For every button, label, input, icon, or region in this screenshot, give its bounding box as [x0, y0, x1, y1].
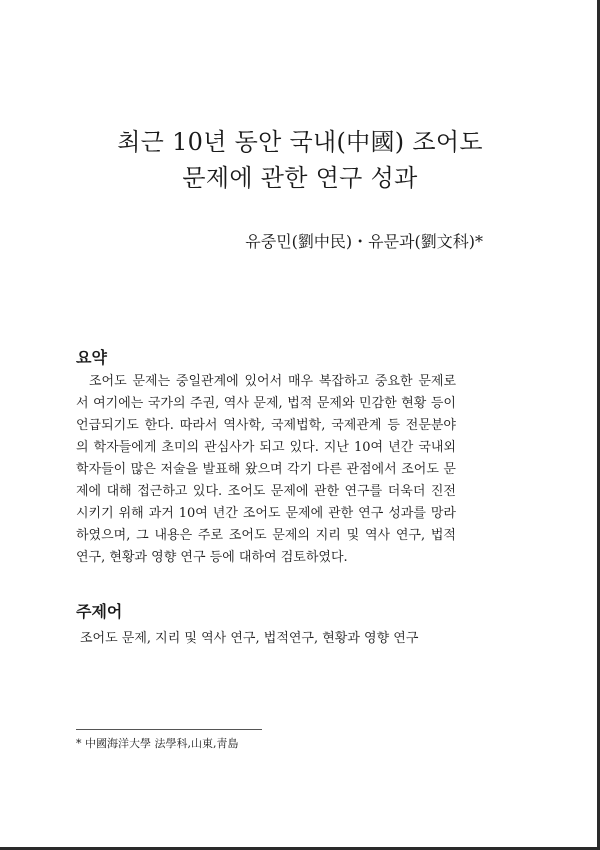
keywords-body: 조어도 문제, 지리 및 역사 연구, 법적연구, 현황과 영향 연구	[80, 631, 419, 646]
keywords-heading: 주제어	[76, 602, 123, 621]
paper-title-line-1: 최근 10년 동안 국내(中國) 조어도	[117, 128, 483, 156]
footnote: * 中國海洋大學 法學科,山東,靑島	[76, 737, 239, 750]
authors: 유중민(劉中民)・유문과(劉文科)*	[245, 232, 483, 251]
abstract-body: 조어도 문제는 중일관계에 있어서 매우 복잡하고 중요한 문제로서 여기에는 국가의 주권, 역사 문제, 법적 문제와 민감한 현황 등이 언급되기도 한다. 따라서 역사학, 국제법학, 국제관계 등 전문분야의 학자들에게 초미의 관심사가 되고 있다. 지난 10여 년간 국내외 학자들이 많은 저술을 발표해 왔으며 각기 다른 관점에서 조어도 문제에 대해 접근하고 있다. 조어도 문제에 관한 연구를 더욱더 진전시키기 위해 과거 10여 년간 조어도 문제에 관한 연구 성과를 망라하였으며, 그 내용은 주로 조어도 문제의 지리 및 역사 연구, 법적 연구, 현황과 영향 연구 등에 대하여 검토하였다.	[76, 374, 456, 565]
paper-title	[60, 124, 540, 196]
paper-title-line-2: 문제에 관한 연구 성과	[182, 164, 418, 192]
abstract-heading: 요약	[76, 348, 107, 367]
footnote-divider	[76, 729, 262, 730]
